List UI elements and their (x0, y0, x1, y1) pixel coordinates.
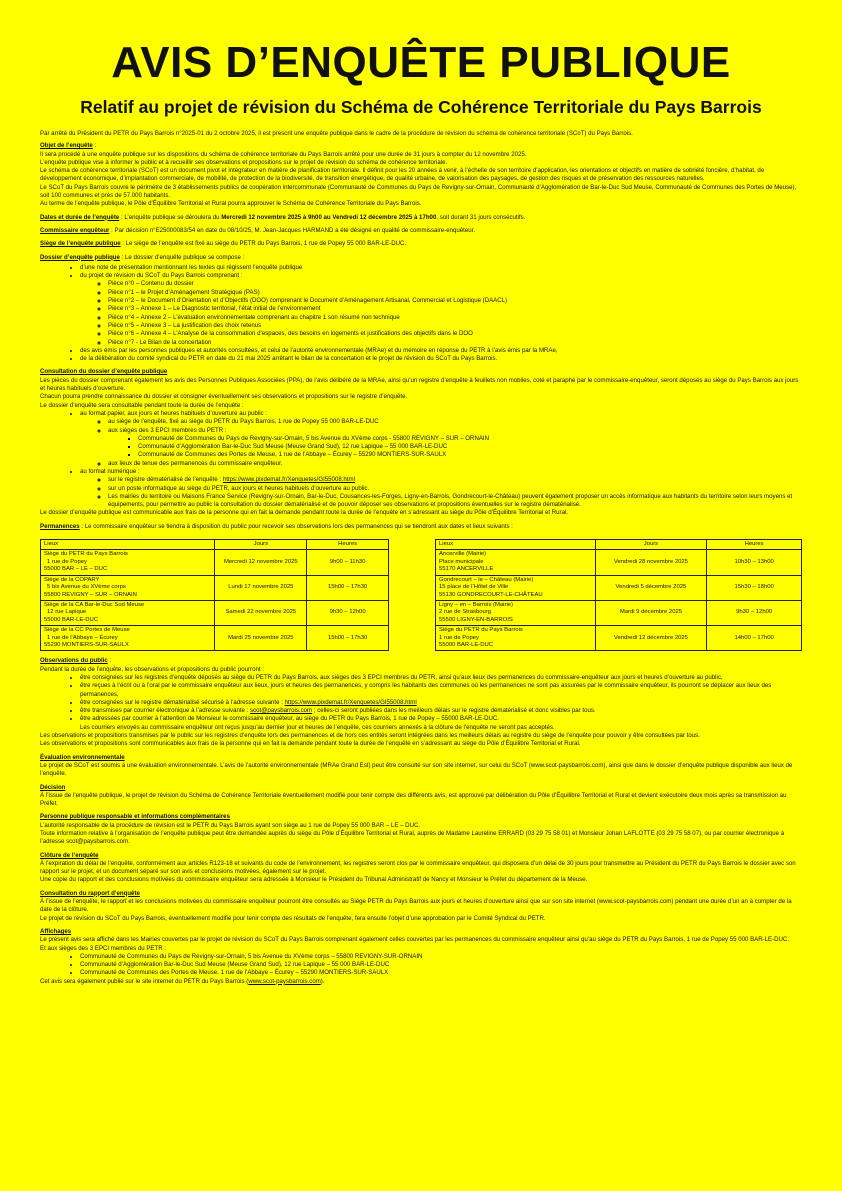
affichages-text: Et aux sièges des 3 EPCI membres du PETR : (40, 944, 166, 952)
heure-cell: 15h00 – 17h30 (307, 575, 389, 600)
table-row (41, 550, 389, 575)
observation-text: être adressées par courrier à l’attention de Monsieur le commissaire enquêteur, au siège du PETR du Pays Barrois, 1 rue de Popey – 55000 BAR-LE-DUC. (80, 715, 499, 723)
registry-link[interactable]: https://www.pixdemat.fr/Xenquetes/GI55008.html (284, 698, 417, 706)
epci-item: ▪ Communauté d’Agglomération Bar-le-Duc Sud Meuse (Meuse Grand Sud), 12 rue Lapique – 55 000 BAR-LE-DUC (138, 443, 802, 451)
lieu-line: 55170 ANCERVILLE (439, 566, 494, 573)
section-decision (40, 784, 802, 809)
dates-heading: Dates et durée de l’enquête (40, 213, 120, 221)
observation-text: ; celles-ci seront publiées dans les meilleurs délais sur le registre dématérialisé et donc visibles par tous. (312, 707, 596, 715)
section-dates (40, 214, 802, 222)
permanences-heading: Permanences (40, 522, 80, 530)
commissaire-text: : Par décision n°E25000083/54 en date du 08/10/25, M. Jean-Jacques HARMAND a été désigné en qualité de commissaire-enquêteur. (109, 226, 476, 234)
heure-cell: 9h30 – 12h00 (707, 600, 802, 625)
intro-paragraph: Par arrêté du Président du PETR du Pays Barrois n°2025-01 du 2 octobre 2025, il est prescrit une enquête publique dans le cadre de la procédure de révision du schéma de cohérence territoriale (SCoT) du Pays Barrois. (40, 130, 633, 137)
lieu-line: 1 rue de l’Abbaye – Écurey (47, 634, 118, 641)
lieu-line: Gondrecourt – le – Château (Mairie) (439, 576, 534, 583)
digital-item: ◦ Les mairies du territoire ou Maisons France Service (Revigny-sur-Ornain, Bar-le-Duc, Cousances-les-Forges, Ligny-en-Barrois, Gondrecourt-le-Château) peuvent également proposer un accès informatique aux habitants du territoire selon leurs moyens et équipements, pour permettre au public la consultation du dossier dématérialisé et de pouvoir déposer ses observations et propositions éventuelles sur le registre dématérialisé. (108, 493, 802, 510)
section-personne (40, 813, 802, 846)
affichage-item: • Communauté d’Agglomération Bar-le-Duc Sud Meuse (Meuse Grand Sud), 12 rue Lapique – 55 000 BAR-LE-DUC (80, 961, 802, 969)
lieu-line: 55800 REVIGNY – SUR – ORNAIN (44, 591, 137, 598)
cloture-text: À l’expiration du délai de l’enquête, conformément aux articles R123-18 et suivants du code de l’environnement, les registres seront clos par le commissaire enquêteur, qui disposera d’un délai de 30 jours pour transmettre au Président du PETR du Pays Barrois le dossier avec son rapport sur le projet, et un document séparé sur son avis et conclusions motivées, également sur le projet. (40, 859, 796, 876)
consultation-line: Les pièces du dossier comprenant également les avis des Personnes Publiques Associées (PPA), de l’avis délibéré de la MRAe, ainsi qu’un registre d’enquête à feuillets non mobiles, coté et paraphé par le commissaire-enquêteur, seront déposés au siège du Pays Barrois aux jours et heures habituels d’ouverture. (40, 376, 799, 393)
piece-item: ◦ Pièce n°6 – Annexe 4 – L’Analyse de la consommation d’espaces, des besoins en logements et justifications des objectifs dans le DOO (108, 330, 802, 338)
observation-text: être consignées sur le registre dématérialisé sécurisé à l’adresse suivante : (80, 698, 285, 706)
column-header: Jours (215, 540, 307, 550)
dates-text-end: , soit durant 31 jours consécutifs. (436, 213, 526, 221)
consultation-line: Le dossier d’enquête sera consultable pendant toute la durée de l’enquête : (40, 401, 244, 409)
piece-item: ◦ Pièce n°3 – Annexe 1 – Le Diagnostic territorial, l’état initial de l’environnement (108, 305, 802, 313)
heure-cell: 9h30 – 12h00 (307, 600, 389, 625)
paper-location (108, 427, 802, 460)
section-permanences (40, 523, 802, 652)
cloture-text: Une copie du rapport et des conclusions motivées du commissaire enquêteur sera adressée à Monsieur le Président du Tribunal Administratif de Nancy et Monsieur le Préfet du département de la Meuse. (40, 876, 588, 884)
jour-cell: Vendredi 5 décembre 2025 (595, 575, 707, 600)
piece-item: ◦ Pièce n°1 – le Projet d’Aménagement Stratégique (PAS) (108, 289, 802, 297)
objet-heading: Objet de l’enquête (40, 142, 93, 150)
personne-text: L’autorité responsable de la procédure de révision est le PETR du Pays Barrois ayant son siège au 1 rue de Popey 55 000 BAR – LE – DUC. (40, 821, 421, 829)
heure-cell: 10h30 – 13h00 (707, 550, 802, 575)
lieu-line: 5 bis Avenue du XVème corps (47, 584, 126, 591)
objet-line: L’enquête publique vise à informer le public et à recueillir ses observations et propositions sur le projet de révision du schéma de cohérence territoriale. (40, 158, 448, 166)
page-subtitle: Relatif au projet de révision du Schéma de Cohérence Territoriale du Pays Barrois (80, 97, 762, 117)
section-siege (40, 240, 802, 248)
observation-item (80, 707, 802, 715)
jour-cell: Lundi 17 novembre 2025 (215, 575, 307, 600)
evaluation-text: Le projet de SCoT est soumis à une évaluation environnementale. L’avis de l’autorité environnementale (MRAe Grand Est) peut être consulté sur son site internet, sur celui du SCoT (www.scot-paysbarrois.com), ainsi que dans le dossier d’enquête publique disponible aux lieux de l’enquête. (40, 761, 793, 778)
lieu-line: Siège du PETR du Pays Barrois (439, 627, 523, 634)
observation-item (80, 715, 802, 732)
heure-cell: 15h00 – 17h30 (307, 626, 389, 651)
lieu-line: 55290 MONTIERS-SUR-SAULX (44, 641, 129, 648)
consultation-after: Le dossier d’enquête publique est communicable aux frais de la personne qui en fait la demande pendant toute la durée de l’enquête en s’adressant au siège du Pôle d’Équilibre Territorial et Rural. (40, 509, 569, 517)
dates-period: Mercredi 12 novembre 2025 à 9h00 au Vendredi 12 décembre 2025 à 17h00 (221, 213, 437, 221)
dossier-heading: Dossier d’enquête publique (40, 253, 120, 261)
table-row (436, 575, 802, 600)
table-row (41, 600, 389, 625)
consultation-rapport-heading: Consultation du rapport d’enquête (40, 889, 140, 897)
table-row (41, 626, 389, 651)
table-row (41, 575, 389, 600)
heure-cell: 15h30 – 18h00 (707, 575, 802, 600)
siege-text: : Le siège de l’enquête est fixé au siège du PETR du Pays Barrois, 1 rue de Popey 55 000 BAR-LE-DUC. (120, 240, 407, 248)
objet-line: Le schéma de cohérence territoriale (SCoT) est un document pivot et intégrateur en matière de planification territoriale. Il définit pour les 20 années à venir, à l’échelle de son territoire d’application, les orientations et objectifs en matière de sobriété foncière, d’habitat, de développement économique, d’implantation commerciale, de mobilité, de protection de la biodiversité, de transition énergétique, de qualité urbaine, de valorisation des paysages, de gestion des risques et de préservation des ressources naturelles. (40, 167, 765, 183)
dossier-text: : Le dossier d’enquête publique se compose : (119, 253, 245, 261)
dates-text: : L’enquête publique se déroulera du (119, 213, 222, 221)
piece-item: ◦ Pièce n°0 – Contenu du dossier (108, 280, 802, 288)
consultation-rapport-text: Le projet de révision du SCoT du Pays Barrois, éventuellement modifié pour tenir compte des résultats de l’enquête, fera ensuite l’objet d’une approbation par le Comité Syndical du PETR. (40, 914, 546, 922)
dossier-item: • d’une note de présentation mentionnant les textes qui régissent l’enquête publique (80, 264, 802, 272)
jour-cell: Vendredi 28 novembre 2025 (595, 550, 707, 575)
table-row (436, 600, 802, 625)
paper-location-label: aux sièges des 3 EPCI membres du PETR : (108, 426, 227, 434)
piece-item: ◦ Pièce n°2 – le Document d’Orientation et d’Objectifs (DOO) comprenant le Document d’Aménagement Artisanal, Commercial et Logistique (DAACL) (108, 297, 802, 305)
lieu-cell (41, 550, 215, 575)
lieu-cell (41, 600, 215, 625)
lieu-line: 2 rue de Strasbourg (439, 609, 492, 616)
jour-cell: Vendredi 12 décembre 2025 (595, 626, 707, 651)
section-affichages (40, 928, 802, 986)
paper-location: ◦ au siège de l’enquête, fixé au siège du PETR du Pays Barrois, 1 rue de Popey 55 000 BAR-LE-DUC (108, 418, 802, 426)
lieu-cell (41, 626, 215, 651)
observations-heading: Observations du public (40, 657, 108, 665)
section-objet: Objet de l’enquête : Il sera procédé à une enquête publique sur les dispositions du schéma de cohérence territoriale du Pays Barrois arrêté pour une durée de 31 jours à compter du 12 novembre 2025. L’enquête publique vise à informer le public et à recueillir ses observations et propositions sur le projet de révision du schéma de cohérence territoriale. Le schéma de cohérence territoriale (SCoT) est un document pivot et intégrateur en matière de planification territoriale. Il définit pour les 20 années à venir, à l’échelle de son territoire d’application, les orientations et objectifs en matière de sobriété foncière, d’habitat, de développement économique, d’implantation commerciale, de mobilité, de protection de la biodiversité, de transition énergétique, de qualité urbaine, de valorisation des paysages, de gestion des risques et de préservation des ressources naturelles. Le SCoT du Pays Barrois couvre le périmètre de 3 établissements publics de coopération intercommunale (Communauté de Communes du Pays de Revigny-sur-Ornain, Communauté d’Agglomération de Bar-le-Duc Sud Meuse, Communauté de Communes des Portes de Meuse), soit 100 communes et près de 57.000 habitants. Au terme de l’enquête publique, le Pôle d’Équilibre Territorial et Rural pourra approuver le Schéma de Cohérence Territoriale du Pays Barrois. (40, 142, 802, 208)
column-header: Jours (595, 540, 707, 550)
format-paper-label: au format papier, aux jours et heures habituels d’ouverture au public : (80, 409, 267, 417)
jour-cell: Samedi 22 novembre 2025 (215, 600, 307, 625)
format-digital (80, 468, 802, 509)
dossier-item (80, 272, 802, 347)
heure-cell: 9h00 – 11h30 (307, 550, 389, 575)
notice-body (40, 130, 802, 986)
affichages-text: ). (320, 977, 325, 985)
jour-cell: Mardi 9 décembre 2025 (595, 600, 707, 625)
objet-line: Le SCoT du Pays Barrois couvre le périmètre de 3 établissements publics de coopération intercommunale (Communauté de Communes du Pays de Revigny-sur-Ornain, Communauté d’Agglomération de Bar-le-Duc Sud Meuse, Communauté de Communes des Portes de Meuse), soit 100 communes et près de 57.000 habitants. (40, 183, 797, 200)
permanences-table-left (40, 539, 389, 651)
observation-text: Les courriers envoyés au commissaire enquêteur ont reçus jusqu’au dernier jour et heures de l’enquête, ces courriers annexés à la clôture de l’enquête ne seront pas acceptés. (80, 723, 555, 731)
lieu-cell (436, 626, 596, 651)
digital-item: ◦ sur un poste informatique au siège du PETR, aux jours et heures habituels d’ouverture au public. (108, 485, 802, 493)
commissaire-heading: Commissaire enquêteur (40, 226, 110, 234)
lieu-cell (41, 575, 215, 600)
digital-item-text: sur le registre dématérialisé de l’enquête : (108, 476, 223, 484)
decision-text: À l’issue de l’enquête publique, le projet de révision du Schéma de Cohérence Territoriale éventuellement modifié pour tenir compte des différents avis, est approuvé par délibération du Pôle d’Équilibre Territorial et Rural et devient exécutoire deux mois après sa transmission au Préfet. (40, 791, 787, 808)
lieu-line: 12 rue Lapique (47, 609, 87, 616)
lieu-line: Siège de la CA Bar-le-Duc Sud Meuse (44, 601, 145, 608)
personne-text: Toute information relative à l’organisation de l’enquête publique peut être demandée auprès du siège du Pôle d’Équilibre Territorial et Rural, auprès de Madame Laureline ERRARD (03 29 75 58 01) et Monsieur Johan LAFLOTTE (03 29 75 58 07), ou par courrier électronique à l’adresse scot@paysbarrois.com. (40, 829, 785, 846)
lieu-line: 55130 GONDRECOURT-LE-CHÂTEAU (439, 591, 543, 598)
website-link[interactable]: www.scot-paysbarrois.com (248, 977, 321, 985)
column-header: Lieux (436, 540, 596, 550)
epci-item: ▪ Communauté de Communes des Portes de Meuse, 1 rue de l’Abbaye – Écurey – 55290 MONTIERS-SUR-SAULX (138, 451, 802, 459)
evaluation-heading: Évaluation environnementale (40, 753, 125, 761)
lieu-line: Siège de la CC Portes de Meuse (44, 627, 130, 634)
lieu-line: Ancerville (Mairie) (439, 551, 487, 558)
personne-heading: Personne publique responsable et informations complémentaires (40, 813, 230, 821)
lieu-cell (436, 550, 596, 575)
dossier-item: • de la délibération du comité syndical du PETR en date du 21 mai 2025 arrêtant le bilan de la concertation et le projet de révision du SCoT du Pays Barrois. (80, 355, 802, 363)
observation-text: être transmises par courrier électronique à l’adresse suivante : (80, 707, 251, 715)
consultation-line: Chacun pourra prendre connaissance du dossier et consigner éventuellement ses observations et propositions sur le registre d’enquête. (40, 393, 408, 401)
observation-item: • être consignées sur les registres d’enquête déposés au siège du PETR du Pays Barrois, aux sièges des 3 EPCI membres du PETR, ainsi qu’aux lieux des permanences du commissaire-enquêteur aux jours et heures d’ouverture au public, (80, 674, 802, 682)
objet-line: Il sera procédé à une enquête publique sur les dispositions du schéma de cohérence territoriale du Pays Barrois arrêté pour une durée de 31 jours à compter du 12 novembre 2025. (40, 150, 527, 158)
affichages-text: Cet avis sera également publié sur le site internet du PETR du Pays Barrois ( (40, 977, 249, 985)
section-consultation (40, 368, 802, 517)
page-title: AVIS D’ENQUÊTE PUBLIQUE (111, 38, 731, 87)
lieu-line: 15 place de l’Hôtel de Ville (439, 584, 509, 591)
section-consultation-rapport (40, 890, 802, 923)
format-digital-label: au format numérique : (80, 467, 140, 475)
table-header-row (436, 540, 802, 550)
lieu-cell (436, 600, 596, 625)
observation-item (80, 699, 802, 707)
observations-after: Les observations et propositions sont communicables aux frais de la personne qui en fait la demande pendant toute la durée de l’enquête en s’adressant au siège du Pôle d’Équilibre Territorial et Rural. (40, 740, 581, 748)
affichage-item: • Communauté de Communes des Portes de Meuse, 1 rue de l’Abbaye – Écurey – 55290 MONTIERS-SUR-SAULX (80, 969, 802, 977)
affichage-item: • Communauté de Communes du Pays de Revigny-sur-Ornain, 5 bis Avenue du XVème corps – 55800 REVIGNY-SUR-ORNAIN (80, 953, 802, 961)
affichages-text: Le présent avis sera affiché dans les Mairies couvertes par le projet de révision du SCoT du Pays Barrois comprenant également celles couvertes par les permanences du commissaire enquêteur ainsi qu’au siège du PETR du Pays Barrois, 1 rue de Popey 55 000 BAR-LE-DUC. (40, 936, 790, 944)
dossier-item-label: du projet de révision du SCoT du Pays Barrois comprenant : (80, 272, 243, 280)
observations-intro: Pendant la durée de l’enquête, les observations et propositions du public pourront : (40, 665, 264, 673)
lieu-line: 55000 BAR-LE-DUC (44, 616, 99, 623)
jour-cell: Mardi 25 novembre 2025 (215, 626, 307, 651)
digital-item (108, 476, 802, 484)
permanences-table-right (435, 539, 802, 651)
affichages-heading: Affichages (40, 927, 72, 935)
cloture-heading: Clôture de l’enquête (40, 851, 99, 859)
paper-location: ◦ aux lieux de tenue des permanences du commissaire enquêteur. (108, 460, 802, 468)
heure-cell: 14h00 – 17h00 (707, 626, 802, 651)
lieu-line: Siège de la COPARY (44, 576, 100, 583)
epci-item: ▪ Communauté de Communes du Pays de Revigny-sur-Ornain, 5 bis Avenue du XVème corps - 55800 REVIGNY – SUR – ORNAIN (138, 435, 802, 443)
lieu-line: 55000 BAR – LE – DUC (44, 566, 108, 573)
column-header: Heures (307, 540, 389, 550)
siege-heading: Siège de l’enquête publique (40, 240, 121, 248)
lieu-line: 1 rue de Popey (47, 558, 87, 565)
consultation-rapport-text: À l’issue de l’enquête, le rapport et les conclusions motivées du commissaire enquêteur pourront être consultés au Siège PETR du Pays Barrois aux jours et heures d’ouverture ainsi que sur son site internet (www.scot-paysbarrois.com) pendant une durée d’un an à compter de la date de la clôture. (40, 898, 792, 914)
lieu-line: Ligny – en – Barrois (Mairie) (439, 601, 513, 608)
section-evaluation (40, 754, 802, 779)
consultation-heading: Consultation du dossier d’enquête publique (40, 368, 168, 376)
column-header: Lieux (41, 540, 215, 550)
lieu-line: 1 rue de Popey (439, 634, 479, 641)
observations-after: Les observations et propositions transmises par le public sur les registres d’enquête lors des permanences et de hors ces entités seront intégrées dans les meilleurs délais au registre du siège de l’enquête pour pouvoir y être consultées par tous. (40, 732, 700, 740)
format-paper (80, 410, 802, 468)
piece-item: ◦ Pièce n°5 – Annexe 3 – La justification des choix retenus (108, 322, 802, 330)
lieu-cell (436, 575, 596, 600)
dossier-item: • des avis émis par les personnes publiques et autorités consultées, et celui de l’autorité environnementale (MRAe) et du mémoire en réponse du PETR à l’avis émis par la MRAe, (80, 347, 802, 355)
table-row (436, 550, 802, 575)
piece-item: ◦ Pièce n°4 – Annexe 2 – L’évaluation environnementale comprenant au chapitre 1 son résumé non technique (108, 314, 802, 322)
section-cloture (40, 852, 802, 885)
column-header: Heures (707, 540, 802, 550)
piece-item: ◦ Pièce n°7 - Le Bilan de la concertation (108, 339, 802, 347)
lieu-line: 55500 LIGNY-EN-BARROIS (439, 616, 513, 623)
registry-link[interactable]: https://www.pixdemat.fr/Xenquetes/GI55008.html (222, 476, 355, 484)
section-dossier (40, 254, 802, 364)
section-commissaire (40, 227, 802, 235)
observation-item: • être reçues à l’écrit ou à l’oral par le commissaire enquêteur aux lieux, jours et heures des permanences, y compris les habitants des communes où les permanences ne sont pas assurées par le commissaire enquêteur, ils pourront se déplacer aux lieux des permanences, (80, 682, 802, 699)
decision-heading: Décision (40, 783, 66, 791)
permanences-text: : Le commissaire enquêteur se tiendra à disposition du public pour recevoir ses observations lors des permanences qui se tiendront aux dates et lieux suivants : (79, 522, 513, 530)
lieu-line: 55000 BAR-LE-DUC (439, 641, 494, 648)
table-row (436, 626, 802, 651)
lieu-line: Siège du PETR du Pays Barrois (44, 551, 128, 558)
objet-line: Au terme de l’enquête publique, le Pôle d’Équilibre Territorial et Rural pourra approuver le Schéma de Cohérence Territoriale du Pays Barrois. (40, 200, 422, 208)
section-observations: Observations du public : Pendant la durée de l’enquête, les observations et propositions du public pourront : • être consignées sur les registres d’enquête déposés au siège du PETR du Pays Barrois, aux sièges des 3 EPCI membres du PETR, ainsi qu’aux lieux des permanences du commissaire-enquêteur aux jours et heures d’ouverture au public, • être reçues à l’écrit ou à l’oral par le commissaire enquêteur aux lieux, jours et heures des permanences, y compris les habitants des communes où les permanences ne sont pas assurées par le commissaire enquêteur, ils pourront se déplacer aux lieux des permanences, • être consignées sur le registre dématérialisé sécurisé à l’adresse suivante : https://www.pixdemat.fr/Xenquetes/GI55008.html • être transmises par courrier électronique à l’adresse suivante : scot@paysbarrois.com ; celles-ci seront publiées dans les meilleurs délais sur le registre dématérialisé et donc visibles par tous. • être adressées par courrier à l’attention de Monsieur le commissaire enquêteur, au siège du PETR du Pays Barrois, 1 rue de Popey – 55000 BAR-LE-DUC. Les courriers envoyés au commissaire enquêteur ont reçus jusqu’au dernier jour et heures de l’enquête, ces courriers annexés à la clôture de l’enquête ne seront pas acceptés. Les observations et propositions transmises par le public sur les registres d’enquête lors des permanences et de hors ces entités seront intégrées dans les meilleurs délais au registre du siège de l’enquête pour pouvoir y être consultées par tous. Les observations et propositions sont communicables aux frais de la personne qui en fait la demande pendant toute la durée de l’enquête en s’adressant au siège du Pôle d’Équilibre Territorial et Rural. (40, 657, 802, 748)
table-header-row (41, 540, 389, 550)
jour-cell: Mercredi 12 novembre 2025 (215, 550, 307, 575)
lieu-line: Place municipale (439, 558, 484, 565)
email-link[interactable]: scot@paysbarrois.com (250, 707, 313, 715)
